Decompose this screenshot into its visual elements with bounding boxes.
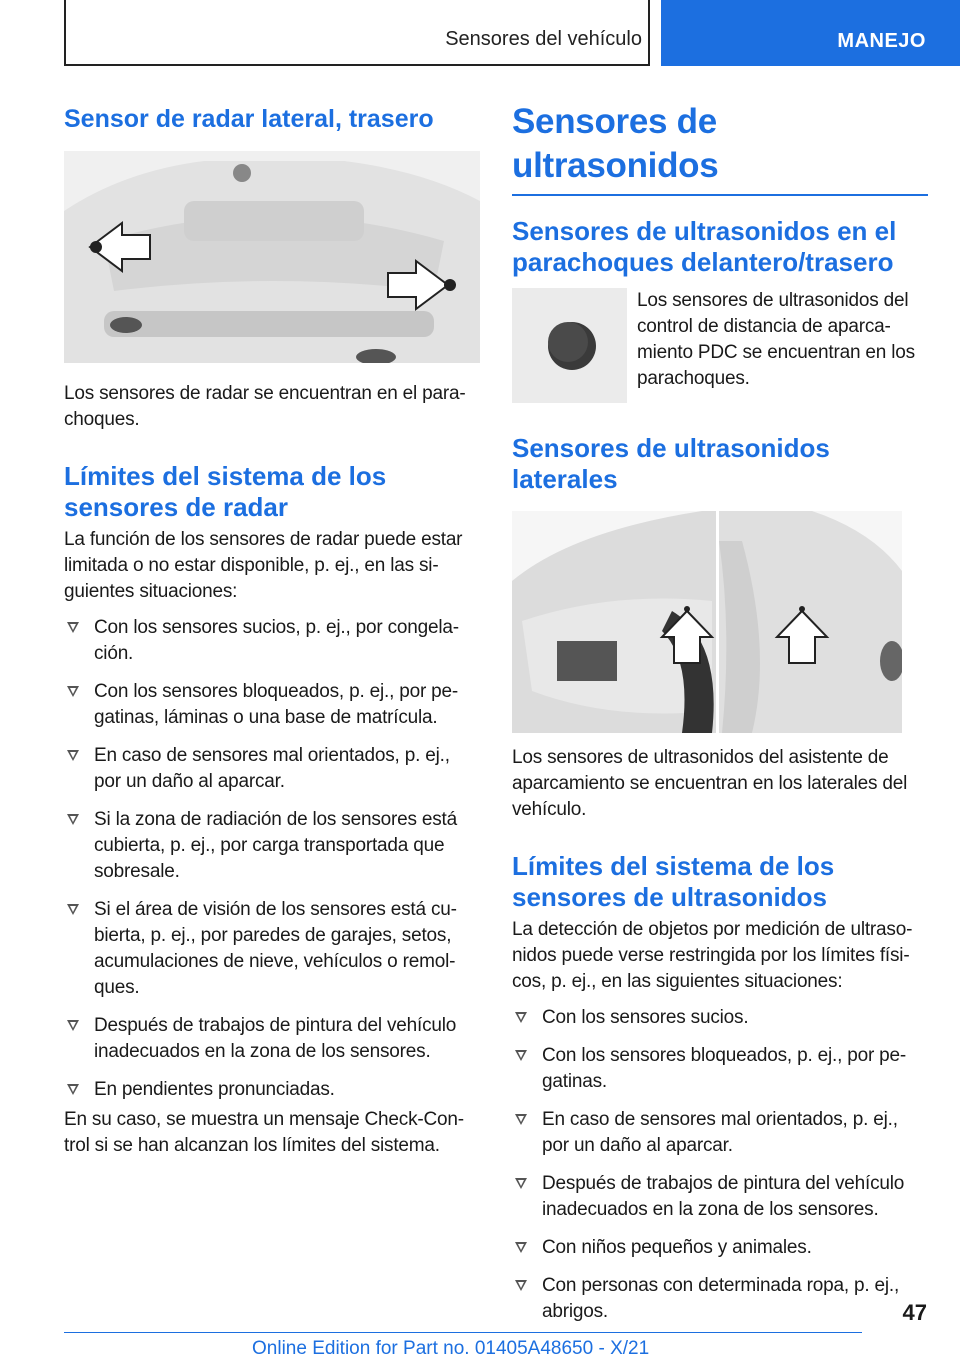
ultrasonic-limits-title: Límites del sistema de los sensores de ultrasonidos — [512, 851, 835, 912]
side-sensors-illustration — [512, 511, 902, 733]
radar-limits-list — [64, 615, 480, 1103]
bullet-triangle-icon — [515, 1114, 527, 1125]
list-item: Después de trabajos de pintura del vehículo inadecuados en la zona de los sensores. — [512, 1171, 928, 1223]
header-section-title: Sensores del vehículo — [445, 28, 642, 50]
page-header — [64, 0, 960, 66]
list-item: Después de trabajos de pintura del vehículo inadecuados en la zona de los sensores. — [64, 1013, 480, 1065]
bumper-sensors-text: Los sensores de ultrasonidos del control de distancia de aparcamiento PDC se encuentran en los parachoques. — [637, 290, 915, 389]
radar-limits-title: Límites del sistema de los sensores de radar — [64, 461, 387, 522]
list-item: Si el área de visión de los sensores está cubierta, p. ej., por paredes de garajes, setos, acumulaciones de nieve, vehículos o remolques. — [64, 897, 480, 1001]
list-item: Con los sensores sucios, p. ej., por congelación. — [64, 615, 480, 667]
ultrasonic-section-title: Sensores de ultrasonidos — [512, 100, 928, 196]
list-item: Si la zona de radiación de los sensores está cubierta, p. ej., por carga transportada que sobresale. — [64, 807, 480, 885]
bullet-triangle-icon — [67, 814, 79, 825]
left-column — [64, 100, 480, 1159]
bullet-triangle-icon — [515, 1242, 527, 1253]
list-item: En pendientes pronunciadas. — [64, 1077, 480, 1103]
bullet-triangle-icon — [515, 1012, 527, 1023]
rear-radar-title: Sensor de radar lateral, trasero — [64, 105, 434, 133]
bumper-sensor-block — [512, 288, 928, 403]
rear-bumper-image — [64, 151, 480, 363]
bullet-triangle-icon — [67, 1084, 79, 1095]
bullet-triangle-icon — [67, 622, 79, 633]
bullet-triangle-icon — [67, 686, 79, 697]
header-chapter-tab — [661, 0, 960, 66]
list-item: Con los sensores bloqueados, p. ej., por pegatinas, láminas o una base de matrícula. — [64, 679, 480, 731]
side-sensors-image — [512, 511, 902, 733]
side-sensors-text: Los sensores de ultrasonidos del asistente de aparcamiento se encuentran en los laterales del vehículo. — [512, 747, 908, 820]
radar-limits-intro: La función de los sensores de radar puede estar limitada o no estar disponible, p. ej., en las siguientes situaciones: — [64, 529, 463, 602]
list-item: Con los sensores sucios. — [512, 1005, 928, 1031]
footer-divider — [64, 1332, 862, 1333]
bumper-sensor-image — [512, 288, 627, 403]
bullet-triangle-icon — [67, 904, 79, 915]
list-item: Con niños pequeños y animales. — [512, 1235, 928, 1261]
bumper-sensors-title: Sensores de ultrasonidos en el parachoques delantero/trasero — [512, 216, 897, 277]
list-item: En caso de sensores mal orientados, p. ej., por un daño al aparcar. — [512, 1107, 928, 1159]
rear-radar-intro: Los sensores de radar se encuentran en el parachoques. — [64, 383, 466, 430]
right-column — [512, 100, 928, 1337]
sensor-disc-illustration — [512, 288, 627, 403]
ultrasonic-limits-intro: La detección de objetos por medición de ultrasonidos puede verse restringida por los límites físicos, p. ej., en las siguientes situaciones: — [512, 919, 913, 992]
header-chapter-label: MANEJO — [837, 30, 926, 52]
bullet-triangle-icon — [515, 1178, 527, 1189]
bullet-triangle-icon — [67, 750, 79, 761]
list-item: En caso de sensores mal orientados, p. ej., por un daño al aparcar. — [64, 743, 480, 795]
bullet-triangle-icon — [515, 1280, 527, 1291]
radar-limits-outro: En su caso, se muestra un mensaje Check-Control si se han alcanzan los límites del sistema. — [64, 1109, 465, 1156]
list-item: Con personas con determinada ropa, p. ej., abrigos. — [512, 1273, 928, 1325]
edition-line: Online Edition for Part no. 01405A48650 - X/21 — [252, 1338, 650, 1359]
ultrasonic-limits-list — [512, 1005, 928, 1325]
rear-bumper-illustration — [64, 151, 480, 363]
list-item: Con los sensores bloqueados, p. ej., por pegatinas. — [512, 1043, 928, 1095]
page-number: 47 — [902, 1300, 927, 1325]
bullet-triangle-icon — [515, 1050, 527, 1061]
side-sensors-title: Sensores de ultrasonidos laterales — [512, 433, 830, 494]
bullet-triangle-icon — [67, 1020, 79, 1031]
